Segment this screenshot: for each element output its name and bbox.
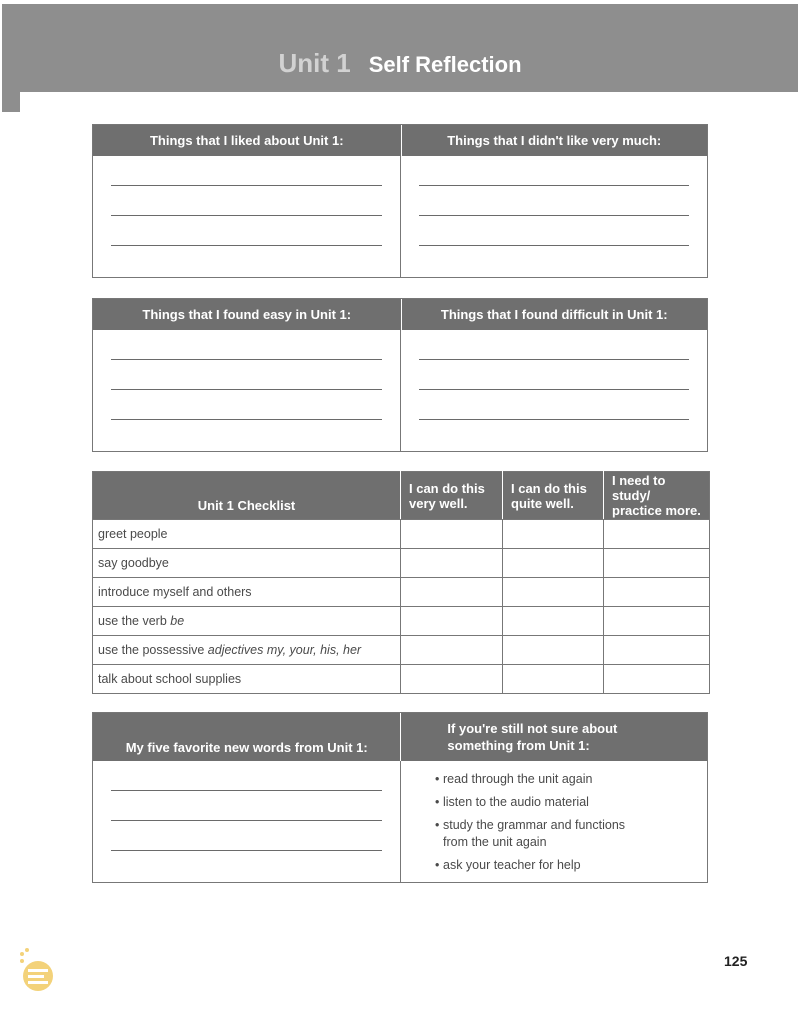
checklist-item: use the verb be <box>93 607 401 636</box>
checklist-col-need-study: I need to study/ practice more. <box>604 472 710 520</box>
checklist-header-row <box>93 472 710 520</box>
checkbox-cell[interactable] <box>401 607 503 636</box>
list-item: • read through the unit again <box>443 771 707 788</box>
list-item: • study the grammar and functions from the unit again <box>443 817 707 851</box>
page-title <box>0 48 800 79</box>
checklist-col-very-well: I can do this very well. <box>401 472 503 520</box>
writing-line <box>111 820 382 821</box>
favorite-words-column[interactable] <box>93 761 400 882</box>
checkbox-cell[interactable] <box>503 665 604 694</box>
checkbox-cell[interactable] <box>503 549 604 578</box>
checklist-item: introduce myself and others <box>93 578 401 607</box>
list-item: • listen to the audio material <box>443 794 707 811</box>
page-number: 125 <box>724 953 748 969</box>
table-row <box>93 665 710 694</box>
checkbox-cell[interactable] <box>604 520 710 549</box>
writing-line <box>111 419 382 420</box>
unit-label: Unit 1 <box>278 48 351 78</box>
ease-section <box>92 298 708 452</box>
checklist-item: use the possessive adjectives my, your, his, her <box>93 636 401 665</box>
checklist-item: talk about school supplies <box>93 665 401 694</box>
title-text: Self Reflection <box>368 52 522 77</box>
liked-column[interactable] <box>93 156 400 277</box>
tips-list <box>401 761 707 874</box>
liked-heading: Things that I liked about Unit 1: <box>149 133 344 148</box>
favorite-words-heading: My five favorite new words from Unit 1: <box>125 740 368 755</box>
publisher-logo-icon <box>14 944 56 992</box>
checkbox-cell[interactable] <box>604 636 710 665</box>
checkbox-cell[interactable] <box>401 549 503 578</box>
checkbox-cell[interactable] <box>604 549 710 578</box>
checklist-item: greet people <box>93 520 401 549</box>
checklist-item: say goodbye <box>93 549 401 578</box>
writing-line <box>419 419 689 420</box>
easy-heading: Things that I found easy in Unit 1: <box>142 307 352 322</box>
disliked-column[interactable] <box>400 156 707 277</box>
checkbox-cell[interactable] <box>401 520 503 549</box>
list-item: • ask your teacher for help <box>443 857 707 874</box>
checkbox-cell[interactable] <box>604 578 710 607</box>
writing-line <box>419 245 689 246</box>
checkbox-cell[interactable] <box>401 636 503 665</box>
writing-line <box>419 185 689 186</box>
writing-line <box>111 215 382 216</box>
writing-line <box>111 389 382 390</box>
writing-line <box>419 389 689 390</box>
not-sure-heading: If you're still not sure about something from Unit 1: <box>400 713 707 761</box>
table-row <box>93 520 710 549</box>
checklist-col-quite-well: I can do this quite well. <box>503 472 604 520</box>
table-row <box>93 549 710 578</box>
writing-line <box>419 359 689 360</box>
words-heading-row <box>93 713 707 761</box>
checkbox-cell[interactable] <box>503 607 604 636</box>
checkbox-cell[interactable] <box>503 636 604 665</box>
header-banner-tab <box>2 92 20 112</box>
checklist-title: Unit 1 Checklist <box>93 472 401 520</box>
checklist-table <box>92 471 710 694</box>
likes-section <box>92 124 708 278</box>
difficult-column[interactable] <box>400 330 707 451</box>
writing-line <box>111 185 382 186</box>
writing-line <box>419 215 689 216</box>
ease-heading-row <box>93 299 707 330</box>
tips-column <box>400 761 707 882</box>
table-row <box>93 607 710 636</box>
checkbox-cell[interactable] <box>401 578 503 607</box>
checkbox-cell[interactable] <box>401 665 503 694</box>
likes-writing-area <box>93 156 707 277</box>
checkbox-cell[interactable] <box>604 665 710 694</box>
words-section <box>92 712 708 883</box>
writing-line <box>111 359 382 360</box>
table-row <box>93 636 710 665</box>
disliked-heading: Things that I didn't like very much: <box>401 125 708 156</box>
likes-heading-row <box>93 125 707 156</box>
checkbox-cell[interactable] <box>503 578 604 607</box>
writing-line <box>111 790 382 791</box>
easy-column[interactable] <box>93 330 400 451</box>
writing-line <box>111 245 382 246</box>
words-body <box>93 761 707 882</box>
checkbox-cell[interactable] <box>604 607 710 636</box>
ease-writing-area <box>93 330 707 451</box>
writing-line <box>111 850 382 851</box>
difficult-heading: Things that I found difficult in Unit 1: <box>401 299 708 330</box>
checkbox-cell[interactable] <box>503 520 604 549</box>
checklist-section <box>92 471 709 694</box>
table-row <box>93 578 710 607</box>
